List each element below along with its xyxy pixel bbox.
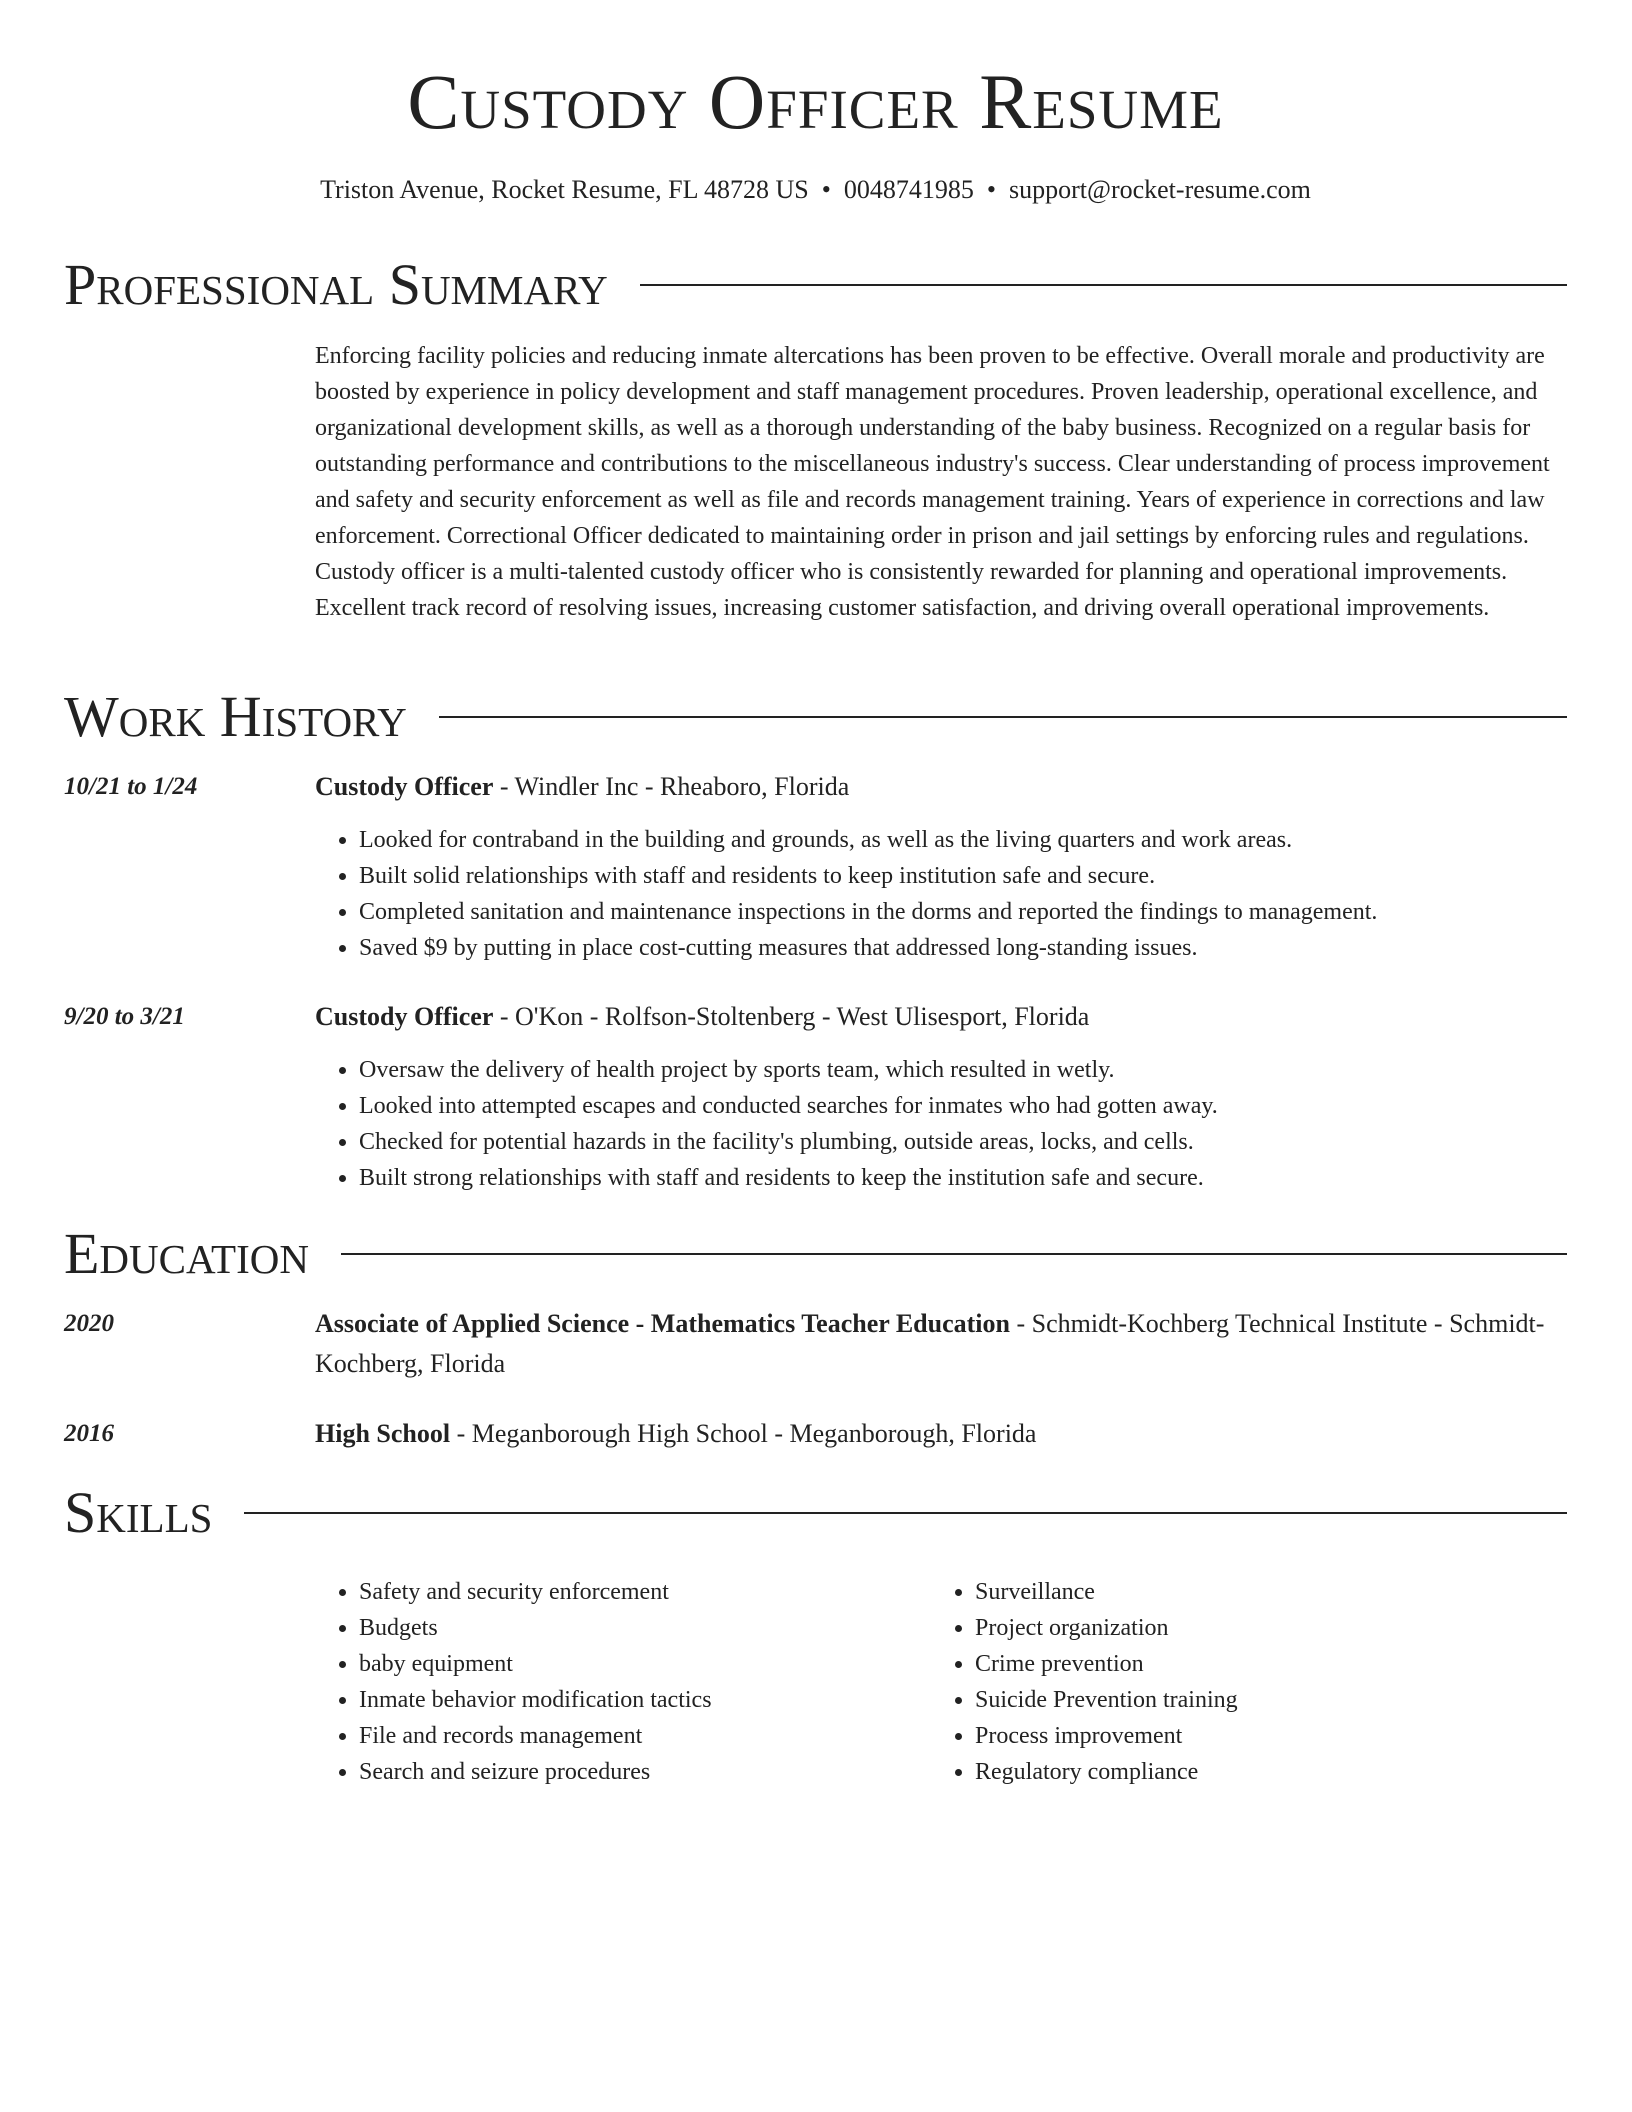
skill-item: • Inmate behavior modification tactics — [359, 1682, 919, 1718]
section-divider — [341, 1253, 1567, 1255]
skill-item: • Safety and security enforcement — [359, 1574, 919, 1610]
skill-item: • Search and seizure procedures — [359, 1754, 919, 1790]
job-role: Custody Officer — [315, 1002, 494, 1031]
email: support@rocket-resume.com — [1009, 175, 1311, 204]
list-item: • Built solid relationships with staff and residents to keep institution safe and secure. — [359, 858, 1567, 894]
education-details: - Meganborough High School - Meganborough, Florida — [450, 1419, 1037, 1448]
list-item: • Looked for contraband in the building and grounds, as well as the living quarters and work areas. — [359, 822, 1567, 858]
education-degree: High School — [315, 1419, 451, 1448]
job-header — [315, 997, 1567, 1037]
section-divider — [640, 284, 1567, 286]
summary-title: Professional Summary — [64, 252, 608, 317]
list-item: • Oversaw the delivery of health project by sports team, which resulted in wetly. — [359, 1052, 1567, 1088]
education-details: - Schmidt-Kochberg Technical Institute - Schmidt-Kochberg, Florida — [315, 1309, 1545, 1378]
address: Triston Avenue, Rocket Resume, FL 48728 US — [320, 175, 809, 204]
education-title: Education — [64, 1221, 309, 1286]
skill-item: • File and records management — [359, 1718, 919, 1754]
skill-item: • baby equipment — [359, 1646, 919, 1682]
section-divider — [439, 716, 1567, 718]
job-role: Custody Officer — [315, 772, 494, 801]
job-dates: 10/21 to 1/24 — [64, 773, 198, 800]
skill-item: • Surveillance — [975, 1574, 1535, 1610]
work-history-heading — [64, 682, 1567, 752]
work-history-title: Work History — [64, 684, 407, 749]
skill-item: • Regulatory compliance — [975, 1754, 1535, 1790]
skills-list-left — [315, 1574, 919, 1790]
list-item: • Looked into attempted escapes and conducted searches for inmates who had gotten away. — [359, 1088, 1567, 1124]
education-heading — [64, 1219, 1567, 1289]
skills-heading — [64, 1478, 1567, 1548]
summary-text: Enforcing facility policies and reducing inmate altercations has been proven to be effective. Overall morale and productivity are boosted by experience in policy development and staff management procedures. Proven leadership, operational excellence, and organizational development skills, as well as a thorough understanding of the baby business. Recognized on a regular basis for outstanding performance and contributions to the miscellaneous industry's success. Clear understanding of process improvement and safety and security enforcement as well as file and records management training. Years of experience in corrections and law enforcement. Correctional Officer dedicated to maintaining order in prison and jail settings by enforcing rules and regulations. Custody officer is a multi-talented custody officer who is consistently rewarded for planning and operational improvements. Excellent track record of resolving issues, increasing customer satisfaction, and driving overall operational improvements. — [315, 343, 1550, 621]
phone: 0048741985 — [843, 175, 974, 204]
job-dates: 9/20 to 3/21 — [64, 1003, 185, 1030]
skill-item: • Project organization — [975, 1610, 1535, 1646]
contact-separator: • — [821, 175, 831, 204]
list-item: • Saved $9 by putting in place cost-cutting measures that addressed long-standing issues. — [359, 930, 1567, 966]
list-item: • Completed sanitation and maintenance inspections in the dorms and reported the findings to management. — [359, 894, 1567, 930]
skill-item: • Suicide Prevention training — [975, 1682, 1535, 1718]
summary-heading — [64, 250, 1567, 320]
education-year: 2020 — [64, 1310, 114, 1337]
job-details: - Windler Inc - Rheaboro, Florida — [493, 772, 850, 801]
education-year: 2016 — [64, 1420, 114, 1447]
skill-item: • Process improvement — [975, 1718, 1535, 1754]
job-details: - O'Kon - Rolfson-Stoltenberg - West Ulisesport, Florida — [493, 1002, 1090, 1031]
list-item: • Checked for potential hazards in the facility's plumbing, outside areas, locks, and cells. — [359, 1124, 1567, 1160]
job-bullets — [315, 822, 1567, 966]
job-bullets — [315, 1052, 1567, 1196]
contact-separator: • — [986, 175, 996, 204]
skill-item: • Budgets — [359, 1610, 919, 1646]
skills-title: Skills — [64, 1480, 213, 1545]
list-item: • Built strong relationships with staff and residents to keep the institution safe and secure. — [359, 1160, 1567, 1196]
education-header — [315, 1414, 1567, 1454]
skill-item: • Crime prevention — [975, 1646, 1535, 1682]
skills-list-right — [931, 1574, 1535, 1790]
resume-title: Custody Officer Resume — [407, 58, 1224, 145]
section-divider — [244, 1512, 1567, 1514]
job-header — [315, 767, 1567, 807]
contact-line — [64, 172, 1567, 208]
education-degree: Associate of Applied Science - Mathematics Teacher Education — [315, 1309, 1010, 1338]
education-header — [315, 1304, 1567, 1384]
